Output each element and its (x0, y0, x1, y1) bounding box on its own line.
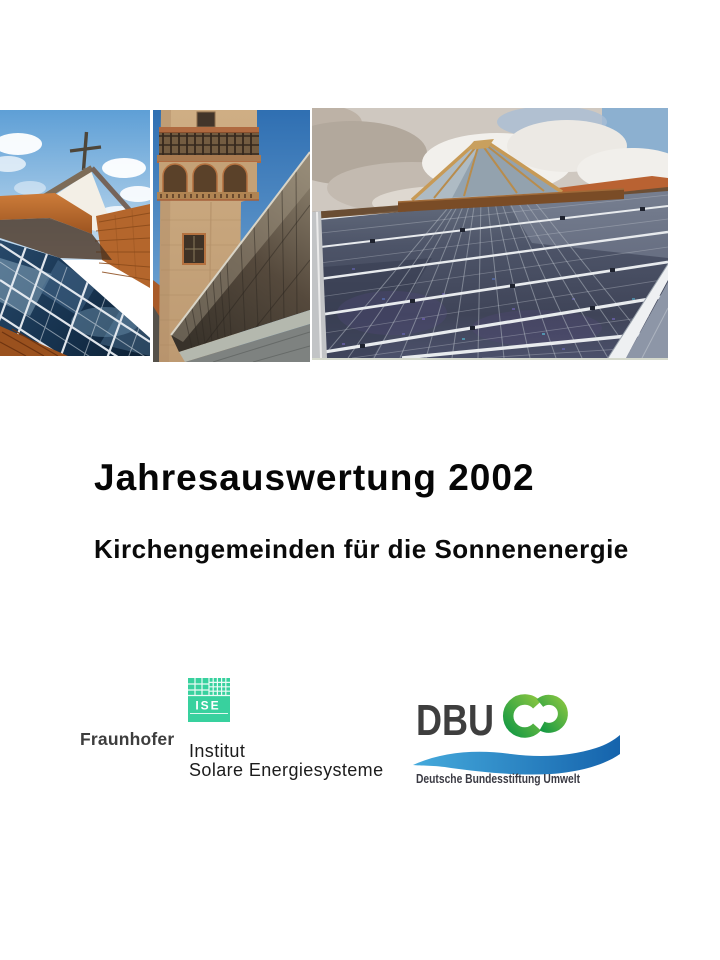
photo-solar-roof-sky-art (312, 108, 668, 358)
photo-church-cross-solar-art (0, 110, 150, 356)
dbu-tree-icon (508, 700, 563, 763)
dbu-caption: Deutsche Bundesstiftung Umwelt (416, 772, 581, 786)
fraunhofer-institute-line2: Solare Energiesysteme (189, 760, 384, 780)
fraunhofer-wordmark: Fraunhofer (80, 729, 175, 749)
ise-label: ISE (195, 698, 221, 713)
photo-church-cross-solar (0, 110, 150, 356)
dbu-acronym: DBU (416, 696, 494, 745)
dbu-logo (406, 688, 624, 788)
photo-church-tower-art (153, 110, 310, 362)
arcade-windows (159, 162, 257, 192)
balcony-railing (159, 133, 259, 155)
page-subtitle: Kirchengemeinden für die Sonnenenergie (94, 534, 629, 564)
photo-church-tower (153, 110, 310, 362)
photo-solar-roof-sky (312, 108, 668, 360)
fraunhofer-institute-line1: Institut (189, 741, 246, 761)
tiled-roof (95, 204, 150, 288)
fraunhofer-ise-logo (188, 678, 230, 722)
page-title: Jahresauswertung 2002 (94, 457, 535, 498)
